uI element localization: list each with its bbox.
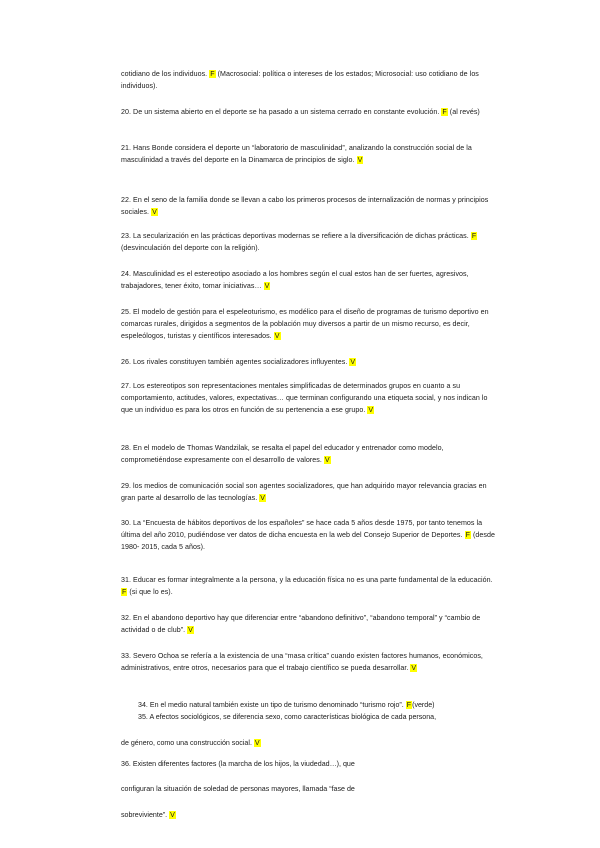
answer-highlight: V — [350, 358, 356, 366]
paragraph-26: 26. Los rivales constituyen también agentes socializadores influyentes. V — [121, 358, 356, 366]
line-genero: de género, como una construcción social. V — [121, 739, 260, 747]
answer-highlight: F — [210, 70, 215, 78]
answer-highlight: V — [152, 208, 157, 216]
line-sobreviviente: sobreviviente”. V — [121, 811, 175, 819]
answer-highlight: V — [264, 282, 270, 290]
line-36: 36. Existen diferentes factores (la marcha de los hijos, la viudedad…), que — [121, 760, 355, 768]
paragraph-31: 31. Educar es formar integralmente a la persona, y la educación física no es una parte fundamental de la educación. F (si que lo es). — [121, 576, 493, 596]
answer-highlight: F — [471, 232, 477, 240]
list-item-35: 35. A efectos sociológicos, se diferencia sexo, como características biológica de cada persona, — [138, 713, 437, 721]
answer-highlight: F — [442, 108, 447, 116]
paragraph-27: 27. Los estereotipos son representaciones mentales simplificadas de determinados grupos en cuanto a su comportamiento, actitudes, valores, expectativas… que terminan configurando una etiqueta social, y nos indican lo que un individuo es para los otros en función de su pertenencia a ese grupo. V — [121, 382, 488, 414]
answer-highlight: V — [254, 739, 260, 747]
paragraph-21: 21. Hans Bonde considera el deporte un “laboratorio de masculinidad”, analizando la construcción social de la masculinidad a través del deporte en la Dinamarca de principios de siglo. V — [121, 144, 472, 164]
paragraph-24: 24. Masculinidad es el estereotipo asociado a los hombres según el cual estos han de ser fuertes, agresivos, trabajadores, tener éxito, tomar iniciativas… V — [121, 270, 469, 290]
paragraph-22: 22. En el seno de la familia donde se llevan a cabo los primeros procesos de internalización de normas y principios sociales. V — [121, 196, 489, 216]
list-item-34: 34. En el medio natural también existe un tipo de turismo denominado “turismo rojo”. F(verde) — [138, 701, 435, 709]
paragraph-23: 23. La secularización en las prácticas deportivas modernas se refiere a la diversificación de dichas prácticas. F (desvinculación del deporte con la religión). — [121, 232, 477, 252]
answer-highlight: V — [274, 332, 280, 340]
paragraph-32: 32. En el abandono deportivo hay que diferenciar entre “abandono definitivo”, “abandono temporal” y “cambio de actividad o de club”. V — [121, 614, 481, 634]
answer-highlight: V — [260, 494, 266, 502]
answer-highlight: F — [122, 588, 127, 596]
paragraph-20: 20. De un sistema abierto en el deporte se ha pasado a un sistema cerrado en constante evolución. F (al revés) — [121, 108, 480, 116]
answer-highlight: F — [465, 531, 470, 539]
paragraph-30: 30. La “Encuesta de hábitos deportivos de los españoles” se hace cada 5 años desde 1975, por tanto tenemos la última del año 2010, pudiéndose ver datos de dicha encuesta en la web del Consejo Superior de Deportes. F (desde 1980- 2015, cada 5 años). — [121, 519, 495, 551]
answer-highlight: V — [188, 626, 193, 634]
paragraph-33: 33. Severo Ochoa se refería a la existencia de una “masa crítica” cuando existen factores humanos, económicos, administrativos, entre otros, necesarios para que el trabajo científico se pueda desarrollar. V — [121, 652, 483, 672]
answer-highlight: V — [170, 811, 175, 819]
answer-highlight: V — [324, 456, 330, 464]
answer-highlight: V — [357, 156, 363, 164]
paragraph-19-continuation: cotidiano de los individuos. F (Macrosocial: política o intereses de los estados; Microsocial: uso cotidiano de los individuos). — [121, 70, 479, 90]
line-soledad: configuran la situación de soledad de personas mayores, llamada “fase de — [121, 785, 355, 793]
paragraph-29: 29. los medios de comunicación social son agentes socializadores, que han adquirido mayor relevancia gracias en gran parte al desarrollo de las tecnologías. V — [121, 482, 487, 502]
answer-highlight: F — [406, 701, 412, 709]
paragraph-28: 28. En el modelo de Thomas Wandzilak, se resalta el papel del educador y entrenador como modelo, comprometiéndose expresamente con el desarrollo de valores. V — [121, 444, 444, 464]
answer-highlight: V — [368, 406, 374, 414]
answer-highlight: V — [411, 664, 417, 672]
paragraph-25: 25. El modelo de gestión para el espeleoturismo, es modélico para el diseño de programas de turismo deportivo en comarcas rurales, dirigidos a segmentos de la población muy diversos a partir de un mismo recurso, es decir, espeleólogos, turistas y científicos interesados. V — [121, 308, 489, 340]
